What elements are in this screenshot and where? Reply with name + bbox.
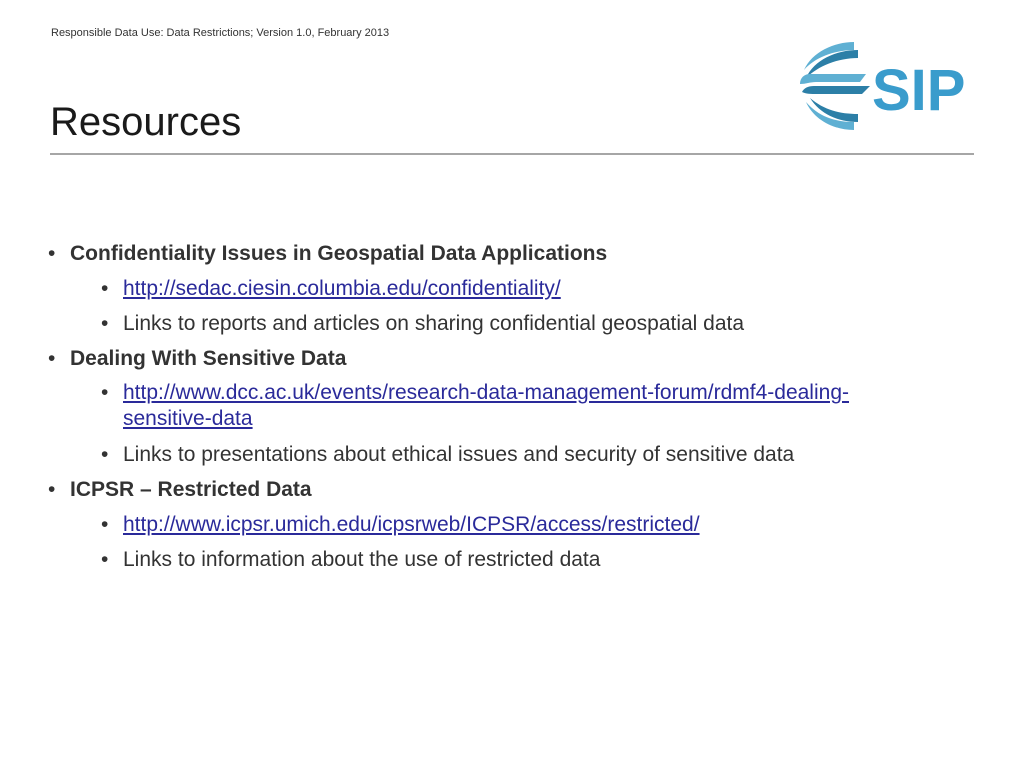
section-heading: Dealing With Sensitive Data: [70, 347, 347, 370]
list-item: [70, 271, 978, 306]
bullet-icon: •: [101, 277, 109, 300]
sedac-confidentiality-link[interactable]: http://sedac.ciesin.columbia.edu/confidentiality/: [123, 277, 561, 300]
section-description: Links to reports and articles on sharing confidential geospatial data: [123, 312, 745, 335]
bullet-icon: •: [101, 381, 109, 404]
section-confidentiality: [48, 236, 978, 341]
bullet-icon: •: [101, 443, 109, 466]
logo-swoosh-icon: [800, 42, 870, 130]
bullet-icon: •: [48, 478, 56, 501]
section-sensitive-data: [48, 341, 978, 472]
list-item: [70, 306, 978, 341]
section-heading: ICPSR – Restricted Data: [70, 478, 312, 501]
list-item: [70, 376, 978, 437]
section-description: Links to presentations about ethical issues and security of sensitive data: [123, 443, 795, 466]
icpsr-restricted-link[interactable]: http://www.icpsr.umich.edu/icpsrweb/ICPSR/access/restricted/: [123, 513, 700, 536]
dcc-sensitive-data-link[interactable]: [123, 381, 849, 430]
section-icpsr: [48, 472, 978, 577]
link-line-1[interactable]: http://www.dcc.ac.uk/events/research-data-management-forum/rdmf4-dealing-: [123, 381, 849, 404]
bullet-icon: •: [101, 513, 109, 536]
link-line-2[interactable]: sensitive-data: [123, 407, 253, 430]
title-divider: [50, 153, 974, 155]
logo-text: SIP: [872, 58, 966, 123]
bullet-icon: •: [48, 347, 56, 370]
esip-logo: [796, 36, 974, 138]
slide-title: Resources: [50, 100, 242, 144]
list-item: [70, 542, 978, 577]
section-heading: Confidentiality Issues in Geospatial Data Applications: [70, 242, 608, 265]
list-item: [70, 507, 978, 542]
bullet-icon: •: [101, 548, 109, 571]
bullet-icon: •: [101, 312, 109, 335]
header-note: Responsible Data Use: Data Restrictions; Version 1.0, February 2013: [51, 27, 390, 39]
list-item: [70, 437, 978, 472]
resource-list: [48, 236, 978, 577]
section-description: Links to information about the use of restricted data: [123, 548, 601, 571]
bullet-icon: •: [48, 242, 56, 265]
